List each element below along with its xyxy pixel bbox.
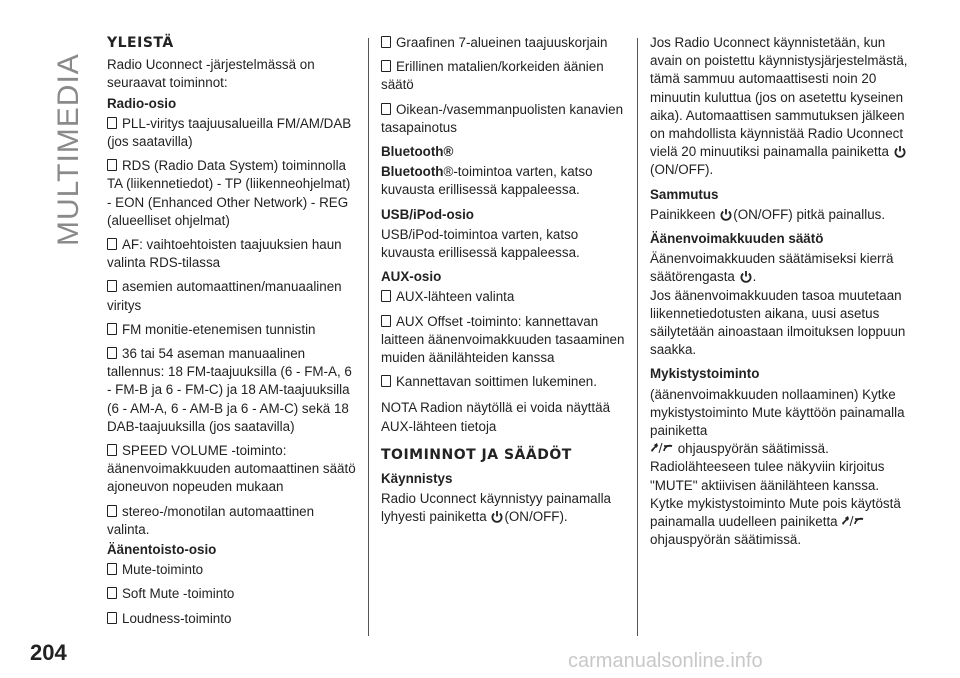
- radio-heading: Radio-osio: [107, 95, 177, 111]
- checkbox-bullet-icon: [381, 60, 391, 72]
- checkbox-bullet-icon: [381, 315, 391, 327]
- list-item-text: asemien automaattinen/manuaalinen viritys: [107, 279, 342, 313]
- list-item-text: Loudness-toiminto: [122, 610, 232, 626]
- column-divider: [637, 38, 638, 636]
- section-side-label: MULTIMEDIA: [52, 53, 85, 246]
- usb-text: USB/iPod-toimintoa varten, katso kuvausta erillisessä kappaleessa.: [381, 226, 580, 261]
- start-text-a: Radio Uconnect käynnistyy painamalla lyhyesti painiketta: [381, 491, 611, 525]
- checkbox-bullet-icon: [107, 587, 117, 599]
- list-item: [381, 373, 631, 391]
- checkbox-bullet-icon: [107, 505, 117, 517]
- mute-steering-icon: [841, 515, 865, 527]
- mute-text-b: ohjauspyörän säätimissä.: [677, 441, 829, 457]
- off-text-b: (ON/OFF) pitkä painallus.: [733, 206, 886, 222]
- auto-off-text-a: Jos Radio Uconnect käynnistetään, kun avain on poistettu käynnistysjärjestelmästä, tämä sammuu automaattisesti noin 20 minuutin kuluttua (jos on asetettu kyseinen aika). Automaattisen sammutuksen jälkeen on mahdollista käynnistää Radio Uconnect vielä 20 minuutiksi painamalla painiketta: [650, 35, 908, 160]
- list-item-text: AF: vaihtoehtoisten taajuuksien haun valinta RDS-tilassa: [107, 237, 342, 271]
- list-item-text: PLL-viritys taajuusalueilla FM/AM/DAB (jos saatavilla): [107, 115, 352, 150]
- bluetooth-desc: ®-toimintoa varten, katso kuvausta erillisessä kappaleessa.: [381, 164, 593, 198]
- column-3: [650, 34, 910, 555]
- list-item: [107, 561, 357, 579]
- checkbox-bullet-icon: [107, 238, 117, 250]
- bluetooth-text: [381, 163, 631, 199]
- note-text: NOTA Radion näytöllä ei voida näyttää AUX-lähteen tietoja: [381, 400, 611, 434]
- checkbox-bullet-icon: [107, 347, 117, 359]
- volume-traffic-text: Jos äänenvoimakkuuden tasoa muutetaan liikennetiedotusten aikana, uusi asetus säilytetään ainoastaan ilmoituksen loppuun saakka.: [650, 287, 906, 358]
- volume-text: [650, 250, 910, 286]
- checkbox-bullet-icon: [381, 103, 391, 115]
- list-item: [107, 236, 357, 272]
- checkbox-bullet-icon: [107, 563, 117, 575]
- off-text: [650, 206, 910, 224]
- aux-feature-list: [381, 288, 631, 391]
- checkbox-bullet-icon: [107, 323, 117, 335]
- radio-feature-list: [107, 115, 357, 539]
- list-item-text: SPEED VOLUME -toiminto: äänenvoimakkuuden automaattinen säätö ajoneuvon nopeuden mukaan: [107, 443, 356, 495]
- checkbox-bullet-icon: [381, 375, 391, 387]
- aux-heading: AUX-osio: [381, 269, 442, 285]
- section-heading-controls: TOIMINNOT JA SÄÄDÖT: [381, 446, 572, 463]
- intro-text: Radio Uconnect -järjestelmässä on seuraavat toiminnot:: [107, 57, 315, 91]
- column-1: [107, 34, 357, 634]
- watermark: carmanualsonline.info: [568, 650, 763, 672]
- section-heading-general: YLEISTÄ: [107, 35, 174, 51]
- list-item: [381, 288, 631, 306]
- list-item: [107, 503, 357, 539]
- checkbox-bullet-icon: [107, 280, 117, 292]
- mute-display-text: Radiolähteeseen tulee näkyviin kirjoitus "MUTE" aktiivisen äänilähteen kanssa.: [650, 459, 885, 493]
- list-item-text: RDS (Radio Data System) toiminnolla TA (liikennetiedot) - TP (liikenneohjelmat) - EON (Enhanced Other Network) - REG (alueelliset ohjelmat): [107, 158, 351, 228]
- list-item: [107, 157, 357, 230]
- list-item-text: stereo-/monotilan automaattinen valinta.: [107, 503, 315, 537]
- audio-feature-list: [107, 561, 357, 628]
- list-item: [107, 278, 357, 314]
- unmute-text-a: Kytke mykistystoiminto Mute pois käytöstä painamalla uudelleen painiketta: [650, 495, 901, 530]
- checkbox-bullet-icon: [107, 444, 117, 456]
- start-text-b: (ON/OFF).: [504, 509, 568, 525]
- list-item: [107, 115, 357, 151]
- checkbox-bullet-icon: [107, 612, 117, 624]
- volume-text-b: .: [752, 269, 757, 285]
- unmute-text: [650, 495, 910, 550]
- power-icon: [491, 510, 503, 523]
- list-item: [381, 101, 631, 137]
- list-item: [381, 58, 631, 94]
- list-item: [107, 321, 357, 339]
- mute-heading: Mykistystoiminto: [650, 366, 760, 382]
- list-item: [107, 585, 357, 603]
- list-item-text: Soft Mute -toiminto: [122, 586, 235, 602]
- list-item: [381, 34, 631, 52]
- list-item-text: 36 tai 54 aseman manuaalinen tallennus: 18 FM-taajuuksilla (6 - FM-A, 6 - FM-B ja 6 - FM-C) ja 18 AM-taajuuksilla (6 - AM-A, 6 - AM-B ja 6 - AM-C) sekä 18 DAB-taajuuksilla (jos saatavilla): [107, 346, 352, 434]
- list-item-text: Oikean-/vasemmanpuolisten kanavien tasapainotus: [381, 101, 624, 135]
- mute-text: [650, 386, 910, 459]
- audio-heading: Äänentoisto-osio: [107, 542, 217, 558]
- list-item-text: Graafinen 7-alueinen taajuuskorjain: [396, 35, 608, 50]
- off-heading: Sammutus: [650, 186, 719, 202]
- power-icon: [894, 145, 906, 158]
- auto-off-text-b: (ON/OFF).: [650, 162, 714, 178]
- list-item: [381, 313, 631, 368]
- unmute-text-b: ohjauspyörän säätimissä.: [650, 532, 802, 548]
- checkbox-bullet-icon: [381, 290, 391, 302]
- power-icon: [740, 270, 752, 283]
- start-heading: Käynnistys: [381, 471, 453, 487]
- bluetooth-heading: Bluetooth®: [381, 144, 454, 160]
- page-number: 204: [30, 640, 67, 665]
- list-item: [107, 442, 357, 497]
- list-item: [107, 345, 357, 436]
- list-item-text: AUX-lähteen valinta: [396, 289, 515, 305]
- list-item-text: FM monitie-etenemisen tunnistin: [122, 321, 316, 337]
- mute-steering-icon: [650, 442, 674, 454]
- volume-text-a: Äänenvoimakkuuden säätämiseksi kierrä säätörengasta: [650, 251, 894, 285]
- list-item: [107, 610, 357, 628]
- off-text-a: Painikkeen: [650, 206, 716, 222]
- audio-settings-list: [381, 34, 631, 137]
- column-2: [381, 34, 631, 533]
- power-icon: [720, 208, 732, 221]
- checkbox-bullet-icon: [381, 36, 391, 48]
- mute-text-a: (äänenvoimakkuuden nollaaminen) Kytke mykistystoiminto Mute käyttöön painamalla painiketta: [650, 386, 905, 439]
- checkbox-bullet-icon: [107, 117, 117, 129]
- start-text: [381, 490, 631, 526]
- list-item-text: Kannettavan soittimen lukeminen.: [396, 374, 597, 390]
- checkbox-bullet-icon: [107, 159, 117, 171]
- usb-heading: USB/iPod-osio: [381, 206, 474, 222]
- bluetooth-bold: Bluetooth: [381, 164, 444, 180]
- column-divider: [368, 38, 369, 636]
- auto-off-text: [650, 34, 910, 180]
- list-item-text: Mute-toiminto: [122, 562, 204, 578]
- list-item-text: AUX Offset -toiminto: kannettavan laitteen äänenvoimakkuuden tasaaminen muiden äänilähteiden kanssa: [381, 313, 625, 366]
- volume-heading: Äänenvoimakkuuden säätö: [650, 231, 824, 247]
- list-item-text: Erillinen matalien/korkeiden äänien säätö: [381, 59, 604, 93]
